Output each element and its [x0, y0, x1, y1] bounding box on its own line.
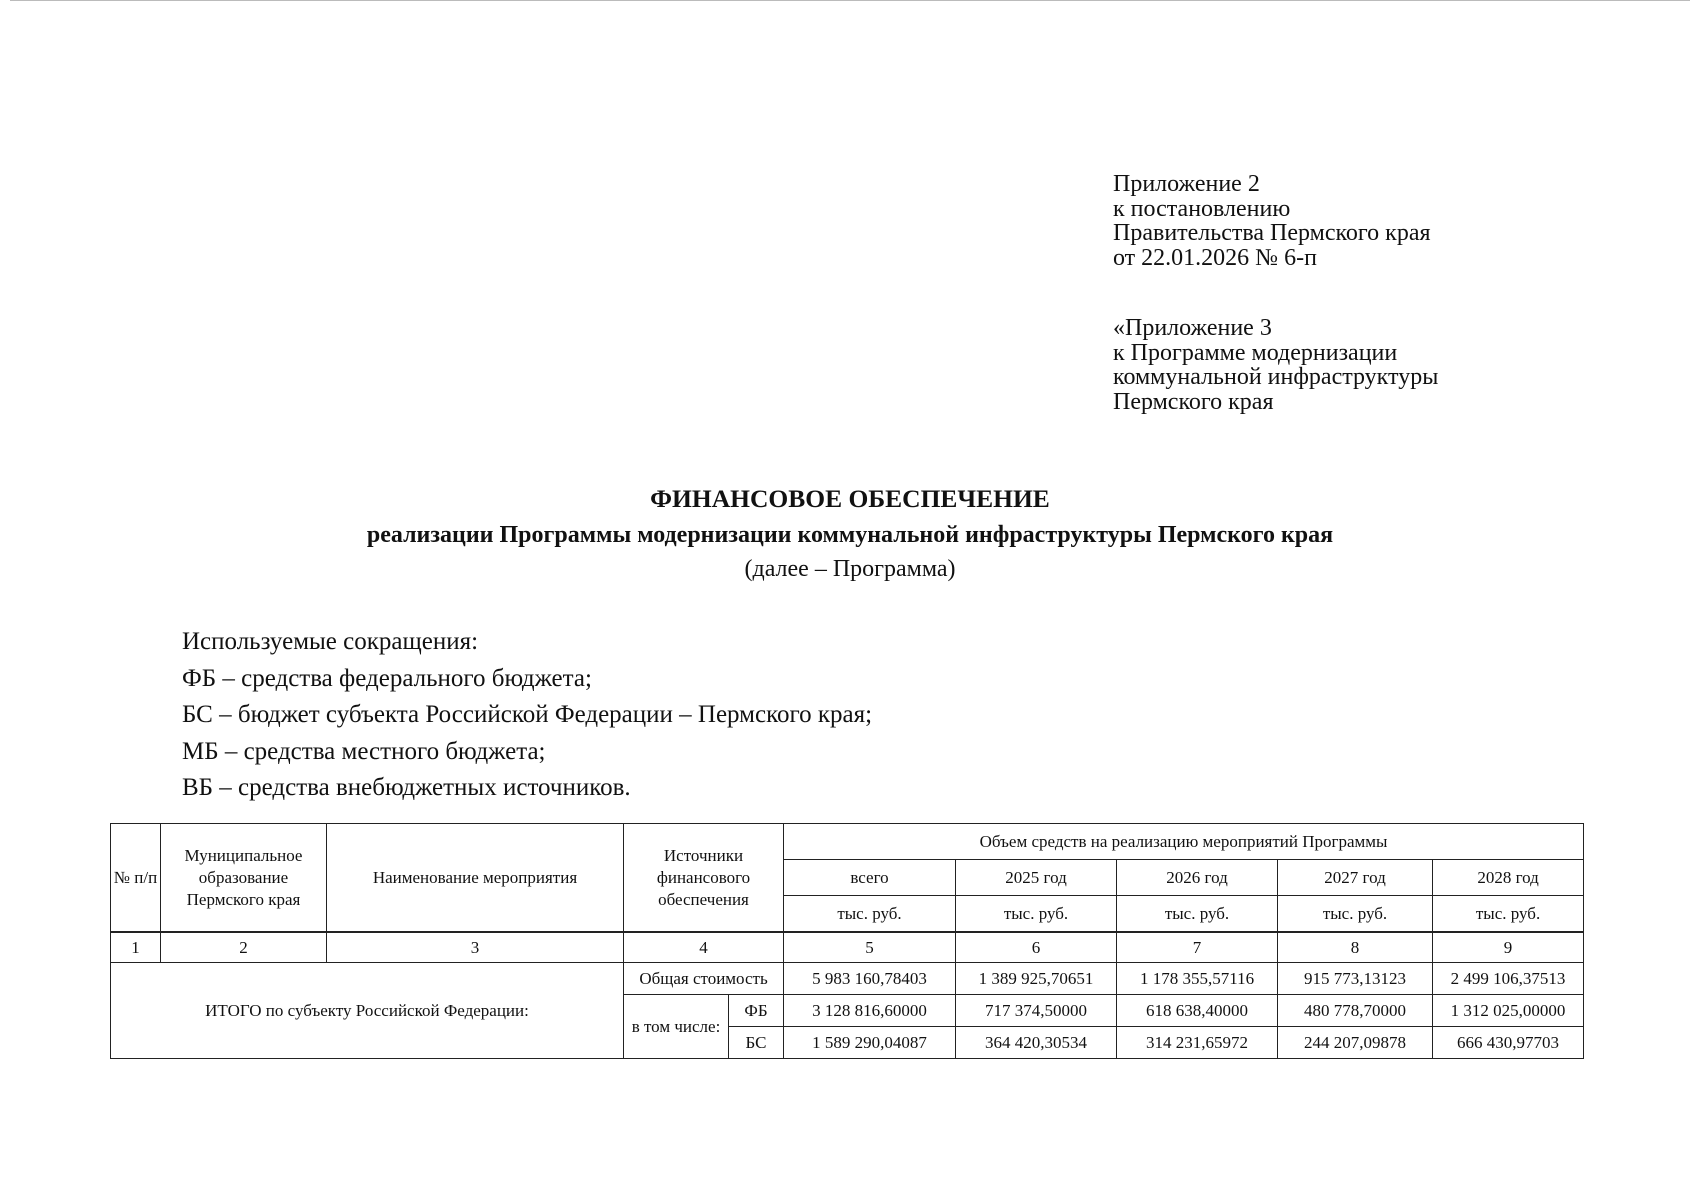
including-label: в том числе: [624, 995, 729, 1059]
column-number: 8 [1278, 932, 1433, 963]
bs-value: 1 589 290,04087 [784, 1027, 956, 1059]
header-volume: Объем средств на реализацию мероприятий Программы [784, 824, 1584, 860]
appendix-program-line: Пермского края [1113, 388, 1274, 415]
bs-value: 364 420,30534 [956, 1027, 1117, 1059]
appendix-current-line: Приложение 2 [1113, 171, 1260, 197]
appendix-program-line: к Программе модернизации [1113, 339, 1398, 366]
header-unit: тыс. руб. [1117, 896, 1278, 933]
total-value: 2 499 106,37513 [1433, 963, 1584, 995]
bs-value: 244 207,09878 [1278, 1027, 1433, 1059]
header-period: всего [784, 860, 956, 896]
header-period: 2028 год [1433, 860, 1584, 896]
header-municipality: Муниципальное образование Пермского края [161, 824, 327, 933]
appendix-current-line: к постановлению [1113, 195, 1291, 222]
appendix-program-line: коммунальной инфраструктуры [1113, 364, 1439, 390]
total-value: 1 178 355,57116 [1117, 963, 1278, 995]
header-unit: тыс. руб. [1278, 896, 1433, 933]
financing-table [110, 823, 1584, 1059]
source-code: БС [729, 1027, 784, 1059]
abbreviation-item: ФБ – средства федерального бюджета; [182, 664, 592, 692]
appendix-program-line: «Приложение 3 [1113, 315, 1272, 341]
column-number: 9 [1433, 932, 1584, 963]
table-header-row [111, 824, 1584, 860]
column-number: 6 [956, 932, 1117, 963]
abbreviation-item: БС – бюджет субъекта Российской Федерации – Пермского края; [182, 701, 873, 728]
header-source: Источники финансового обеспечения [624, 824, 784, 933]
appendix-program-block [1113, 316, 1438, 414]
header-unit: тыс. руб. [784, 896, 956, 933]
total-label: ИТОГО по субъекту Российской Федерации: [111, 963, 624, 1059]
appendix-current-line: от 22.01.2026 № 6-п [1113, 244, 1317, 271]
header-unit: тыс. руб. [1433, 896, 1584, 933]
total-value: 5 983 160,78403 [784, 963, 956, 995]
abbreviations-block [182, 624, 872, 807]
table-row [111, 963, 1584, 995]
abbreviations-heading: Используемые сокращения: [182, 628, 479, 655]
column-number: 3 [327, 932, 624, 963]
column-number: 2 [161, 932, 327, 963]
fb-value: 618 638,40000 [1117, 995, 1278, 1027]
appendix-current-block [1113, 172, 1431, 270]
document-subtitle-note: (далее – Программа) [744, 556, 956, 582]
abbreviation-item: ВБ – средства внебюджетных источников. [182, 774, 631, 801]
total-cost-label: Общая стоимость [624, 963, 784, 995]
total-value: 915 773,13123 [1278, 963, 1433, 995]
column-number-row [111, 932, 1584, 963]
fb-value: 480 778,70000 [1278, 995, 1433, 1027]
document-title: ФИНАНСОВОЕ ОБЕСПЕЧЕНИЕ [650, 484, 1050, 513]
total-value: 1 389 925,70651 [956, 963, 1117, 995]
header-period: 2027 год [1278, 860, 1433, 896]
column-number: 1 [111, 932, 161, 963]
bs-value: 666 430,97703 [1433, 1027, 1584, 1059]
fb-value: 3 128 816,60000 [784, 995, 956, 1027]
source-code: ФБ [729, 995, 784, 1027]
appendix-current-line: Правительства Пермского края [1113, 220, 1431, 246]
header-num: № п/п [111, 824, 161, 933]
column-number: 5 [784, 932, 956, 963]
scan-edge-line [10, 0, 1690, 1]
header-unit: тыс. руб. [956, 896, 1117, 933]
column-number: 4 [624, 932, 784, 963]
header-measure: Наименование мероприятия [327, 824, 624, 933]
fb-value: 717 374,50000 [956, 995, 1117, 1027]
header-period: 2025 год [956, 860, 1117, 896]
fb-value: 1 312 025,00000 [1433, 995, 1584, 1027]
bs-value: 314 231,65972 [1117, 1027, 1278, 1059]
abbreviation-item: МБ – средства местного бюджета; [182, 737, 546, 765]
header-period: 2026 год [1117, 860, 1278, 896]
column-number: 7 [1117, 932, 1278, 963]
document-subtitle: реализации Программы модернизации коммунальной инфраструктуры Пермского края [366, 522, 1334, 548]
